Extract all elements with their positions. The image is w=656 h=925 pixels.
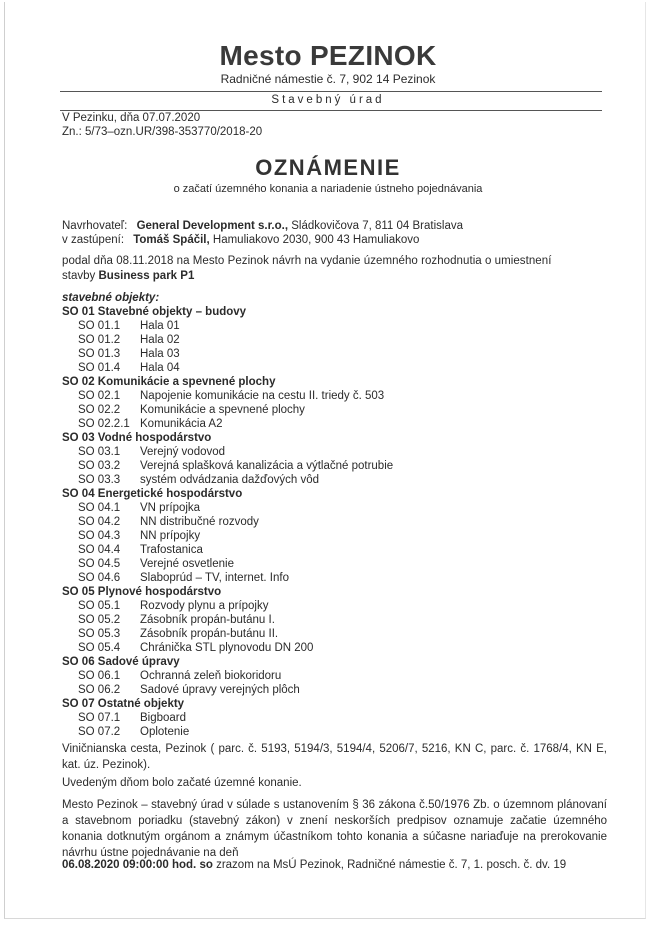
office-rule <box>60 110 602 111</box>
object-item <box>62 669 393 683</box>
object-name: Zásobník propán-butánu I. <box>140 614 275 626</box>
filing-prefix: stavby <box>62 270 96 282</box>
object-name: Verejné osvetlenie <box>140 558 234 570</box>
object-item <box>62 417 393 431</box>
location-paragraph: Viničnianska cesta, Pezinok ( parc. č. 5193, 5194/3, 5194/4, 5206/7, 5216, KN C, parc. č. 1768/4, KN E, kat. úz. Pezinok). <box>62 743 607 771</box>
representative-line <box>62 234 419 246</box>
object-code: SO 01.3 <box>78 348 121 360</box>
object-item <box>62 529 393 543</box>
office-name: Stavebný úrad <box>271 94 385 106</box>
object-name: Ochranná zeleň biokoridoru <box>140 670 282 682</box>
object-group-title: SO 01 Stavebné objekty – budovy <box>62 306 247 318</box>
construction-objects-list <box>62 291 393 739</box>
filing-line-1: podal dňa 08.11.2018 na Mesto Pezinok návrh na vydanie územného rozhodnutia o umiestnení <box>62 255 552 267</box>
object-name: Hala 01 <box>140 320 180 332</box>
object-code: SO 03.1 <box>78 446 121 458</box>
object-item <box>62 473 393 487</box>
object-name: Sadové úpravy verejných plôch <box>140 684 300 696</box>
object-item <box>62 683 393 697</box>
hearing-line <box>62 859 566 871</box>
object-group-title: SO 02 Komunikácie a spevnené plochy <box>62 376 276 388</box>
object-group-title: SO 06 Sadové úpravy <box>62 656 180 668</box>
object-group-title: SO 04 Energetické hospodárstvo <box>62 488 243 500</box>
object-item <box>62 403 393 417</box>
object-group-title: SO 03 Vodné hospodárstvo <box>62 432 212 444</box>
object-code: SO 05.2 <box>78 614 121 626</box>
object-name: NN distribučné rozvody <box>140 516 259 528</box>
object-item <box>62 599 393 613</box>
representative-address: Hamuliakovo 2030, 900 43 Hamuliakovo <box>212 234 420 246</box>
object-item <box>62 361 393 375</box>
object-name: Chránička STL plynovodu DN 200 <box>140 642 314 654</box>
object-name: Komunikácia A2 <box>140 418 223 430</box>
object-code: SO 05.4 <box>78 642 121 654</box>
object-code: SO 01.1 <box>78 320 121 332</box>
object-name: Trafostanica <box>140 544 203 556</box>
object-name: Komunikácie a spevnené plochy <box>140 404 305 416</box>
object-code: SO 04.5 <box>78 558 121 570</box>
place-date: V Pezinku, dňa 07.07.2020 <box>62 112 201 124</box>
object-code: SO 06.2 <box>78 684 121 696</box>
city-title: Mesto PEZINOK <box>219 40 437 71</box>
object-item <box>62 319 393 333</box>
object-code: SO 05.1 <box>78 600 121 612</box>
objects-category: stavebné objekty: <box>62 292 160 304</box>
body-paragraph: Mesto Pezinok – stavebný úrad v súlade s ustanovením § 36 zákona č.50/1976 Zb. o územnom plánovaní a stavebnom poriadku (stavebný zákon) v znení neskorších predpisov oznamuje začatie územného konania dotknutým orgánom a známym účastníkom tohto konania a súčasne nariaďuje na prerokovanie návrhu ústne pojednávanie na deň <box>62 799 607 859</box>
object-item <box>62 543 393 557</box>
object-code: SO 06.1 <box>78 670 121 682</box>
object-item <box>62 725 393 739</box>
object-name: Hala 02 <box>140 334 180 346</box>
representative-name: Tomáš Spáčil, <box>133 234 210 246</box>
object-item <box>62 515 393 529</box>
object-item <box>62 445 393 459</box>
object-group-title: SO 05 Plynové hospodárstvo <box>62 586 222 598</box>
object-name: Hala 04 <box>140 362 180 374</box>
object-name: NN prípojky <box>140 530 201 542</box>
object-code: SO 02.2 <box>78 404 121 416</box>
object-item <box>62 333 393 347</box>
object-code: SO 02.2.1 <box>78 418 130 430</box>
object-code: SO 07.2 <box>78 726 121 738</box>
object-code: SO 04.1 <box>78 502 121 514</box>
object-code: SO 03.2 <box>78 460 121 472</box>
object-name: systém odvádzania dažďových vôd <box>140 474 320 486</box>
header-rule <box>60 91 602 92</box>
object-code: SO 03.3 <box>78 474 121 486</box>
city-address: Radničné námestie č. 7, 902 14 Pezinok <box>220 72 436 86</box>
applicant-line <box>62 220 463 232</box>
hearing-datetime: 06.08.2020 09:00:00 hod. so <box>62 859 213 871</box>
object-code: SO 04.2 <box>78 516 121 528</box>
object-item <box>62 389 393 403</box>
object-item <box>62 711 393 725</box>
object-item <box>62 641 393 655</box>
object-code: SO 04.4 <box>78 544 121 556</box>
notice-subheading: o začatí územného konania a nariadenie ústneho pojednávania <box>173 183 483 195</box>
object-code: SO 01.4 <box>78 362 121 374</box>
object-item <box>62 501 393 515</box>
applicant-label: Navrhovateľ: <box>62 220 128 232</box>
object-item <box>62 571 393 585</box>
proceedings-started: Uvedeným dňom bolo začaté územné konanie. <box>62 777 302 789</box>
object-name: Oplotenie <box>140 726 190 738</box>
reference-number: Zn.: 5/73–ozn.UR/398-353770/2018-20 <box>62 126 263 138</box>
object-code: SO 01.2 <box>78 334 121 346</box>
object-name: Napojenie komunikácie na cestu II. triedy č. 503 <box>140 390 385 402</box>
object-name: Hala 03 <box>140 348 180 360</box>
object-item <box>62 557 393 571</box>
object-group-title: SO 07 Ostatné objekty <box>62 698 185 710</box>
representative-label: v zastúpení: <box>62 234 125 246</box>
object-item <box>62 627 393 641</box>
object-code: SO 02.1 <box>78 390 121 402</box>
object-name: Slaboprúd – TV, internet. Info <box>140 572 289 584</box>
applicant-address: Sládkovičova 7, 811 04 Bratislava <box>291 220 463 232</box>
applicant-name: General Development s.r.o., <box>136 220 289 232</box>
object-code: SO 04.6 <box>78 572 121 584</box>
project-name: Business park P1 <box>98 270 195 282</box>
hearing-place: zrazom na MsÚ Pezinok, Radničné námestie č. 7, 1. posch. č. dv. 19 <box>216 859 567 871</box>
object-name: Verejný vodovod <box>140 446 226 458</box>
object-item <box>62 347 393 361</box>
object-code: SO 05.3 <box>78 628 121 640</box>
object-name: Zásobník propán-butánu II. <box>140 628 279 640</box>
object-name: Rozvody plynu a prípojky <box>140 600 269 612</box>
object-code: SO 07.1 <box>78 712 121 724</box>
notice-heading: OZNÁMENIE <box>255 155 401 180</box>
object-code: SO 04.3 <box>78 530 121 542</box>
object-name: VN prípojka <box>140 502 201 514</box>
object-item <box>62 459 393 473</box>
object-name: Verejná splašková kanalizácia a výtlačné potrubie <box>140 460 394 472</box>
filing-line-2 <box>62 270 194 282</box>
object-item <box>62 613 393 627</box>
object-name: Bigboard <box>140 712 187 724</box>
